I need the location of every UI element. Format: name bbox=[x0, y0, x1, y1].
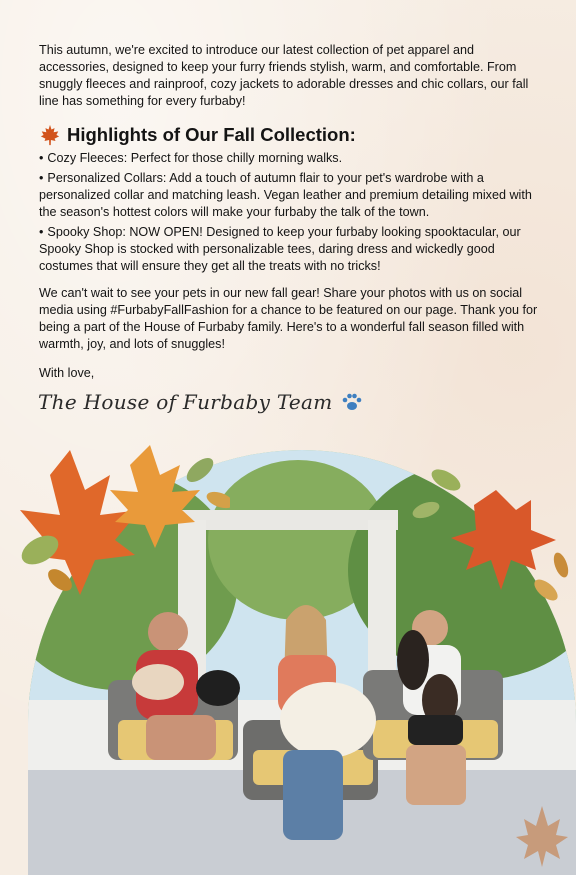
signature-text: The House of Furbaby Team bbox=[38, 390, 333, 414]
list-item-text: Personalized Collars: Add a touch of autumn flair to your pet's wardrobe with a personalized collar and matching leash. Vegan leather and premium detailing mixed with the season's hottest colors will make your furbaby the talk of the town. bbox=[39, 171, 532, 219]
paw-print-icon bbox=[341, 392, 363, 412]
maple-leaf-icon bbox=[39, 124, 61, 146]
autumn-leaves-decoration bbox=[0, 430, 230, 630]
signature bbox=[38, 390, 363, 414]
list-item: • Cozy Fleeces: Perfect for those chilly morning walks. bbox=[39, 151, 343, 165]
closing-paragraph: We can't wait to see your pets in our new fall gear! Share your photos with us on social media using #FurbabyFallFashion for a chance to be featured on our page. Thank you for being a part of the House of Furbaby family. Here's to a wonderful fall season filled with warmth, joy, and lots of snuggles! bbox=[39, 286, 538, 351]
list-item: • Personalized Collars: Add a touch of autumn flair to your pet's wardrobe with a personalized collar and matching leash. Vegan leather and premium detailing mixed with the season's hottest colors will make your furbaby the talk of the town. bbox=[39, 171, 532, 219]
list-item: • Spooky Shop: NOW OPEN! Designed to keep your furbaby looking spooktacular, our Spooky Shop is stocked with personalizable tees, daring dress and wickedly good costumes that will ensure they get all the treats with no tricks! bbox=[39, 225, 521, 273]
team-photo-section bbox=[0, 430, 576, 875]
autumn-leaves-decoration bbox=[512, 801, 572, 871]
list-item-text: Spooky Shop: NOW OPEN! Designed to keep your furbaby looking spooktacular, our Spooky Shop is stocked with personalizable tees, daring dress and wickedly good costumes that will ensure they get all the treats with no tricks! bbox=[39, 225, 521, 273]
collection-list bbox=[39, 150, 539, 278]
autumn-leaves-decoration bbox=[406, 450, 576, 620]
signoff: With love, bbox=[39, 366, 95, 380]
collection-heading bbox=[39, 124, 356, 146]
heading-text: Highlights of Our Fall Collection: bbox=[67, 124, 356, 145]
intro-paragraph: This autumn, we're excited to introduce our latest collection of pet apparel and accessories, designed to keep your furry friends stylish, warm, and comfortable. From snuggly fleeces and rainproof, cozy jackets to adorable dresses and chic collars, our fall line has something for every furbaby! bbox=[39, 43, 529, 108]
list-item-text: Cozy Fleeces: Perfect for those chilly morning walks. bbox=[47, 151, 343, 165]
